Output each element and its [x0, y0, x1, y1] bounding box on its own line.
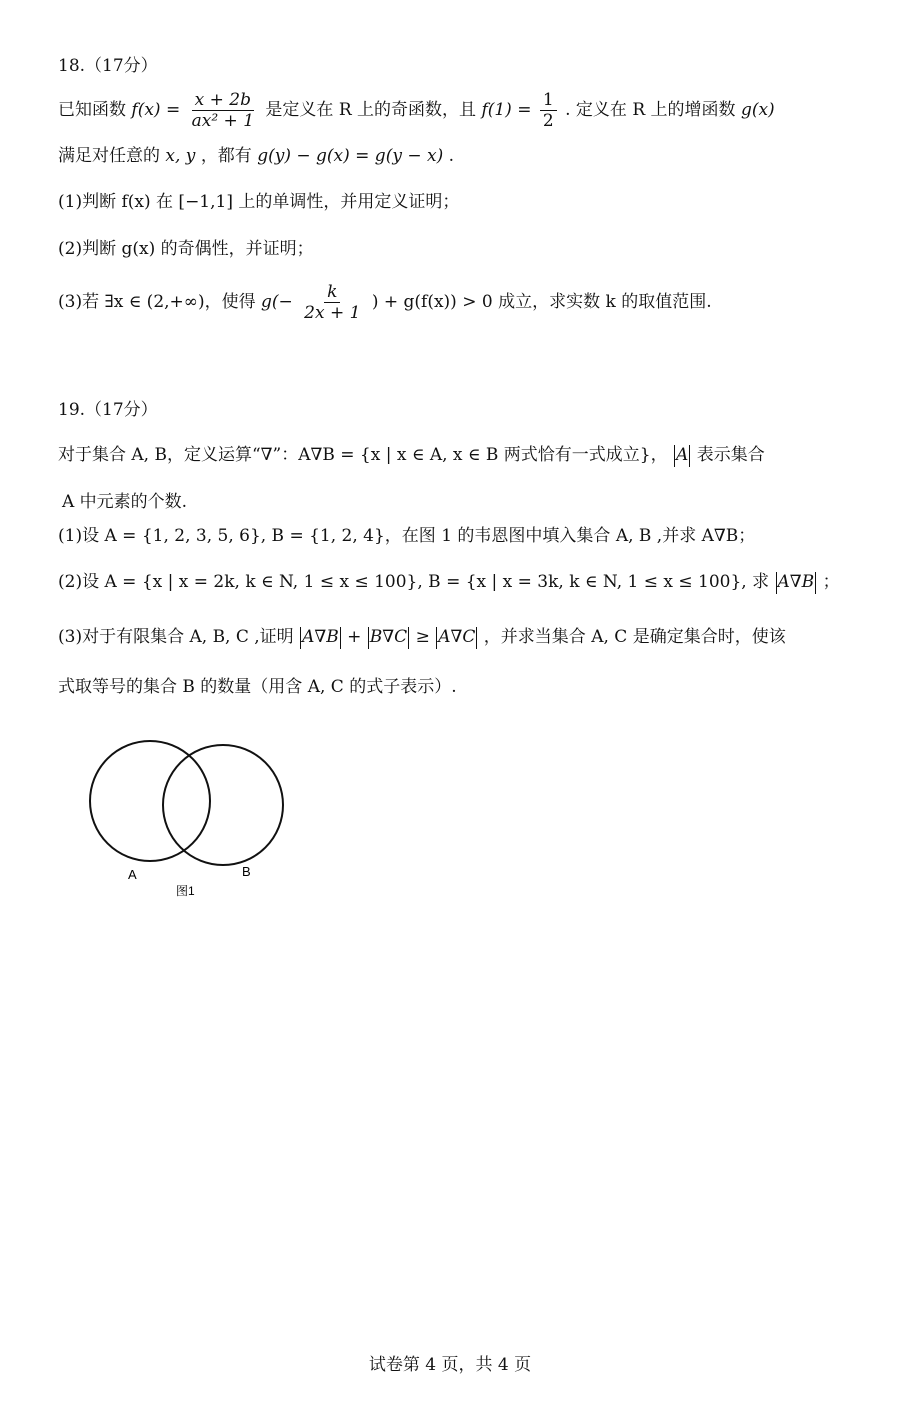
q18-intro-line2: 满足对任意的 x, y ，都有 g(y) − g(x) = g(y − x) .: [58, 146, 455, 166]
q19-part1: (1)设 A = {1, 2, 3, 5, 6}, B = {1, 2, 4}，在图 1 的韦恩图中填入集合 A, B ,并求 A∇B；: [58, 526, 756, 546]
q19-part3-cont: 式取等号的集合 B 的数量（用含 A, C 的式子表示）.: [58, 677, 457, 697]
page-footer: 试卷第 4 页，共 4 页: [368, 1355, 532, 1375]
q18-part3-fraction: $\frac{k}{2x + 1}$: [304, 282, 361, 323]
venn-circle-b: [163, 745, 283, 865]
q19-definition: 对于集合 A, B，定义运算“∇”：A∇B = {x | x ∈ A, x ∈ B 两式恰有一式成立}， A 表示集合: [58, 445, 765, 465]
q19-heading: 19.（17分）: [58, 400, 158, 420]
venn-circle-a: [90, 741, 210, 861]
q18-half: $\frac{1}{2}$: [540, 90, 557, 131]
q18-intro-line1: 已知函数 f(x) = $\frac{x + 2b}{\text{ax² + 1}}$ 是定义在 R 上的奇函数，且 f(1) = $\frac{1}{2}$ . 定义在 R 上的增函数 g(x): [58, 90, 775, 131]
venn-label-b: B: [242, 864, 251, 879]
q18-fraction: $\frac{x + 2b}{\text{ax² + 1}}$: [191, 90, 255, 131]
q18-part3: (3)若 ∃x ∈ (2,+∞)，使得 g(− $\frac{k}{2x + 1}$ ) + g(f(x)) > 0 成立，求实数 k 的取值范围.: [58, 282, 712, 323]
q19-part3: (3)对于有限集合 A, B, C ,证明 A∇B + B∇C ≥ A∇C ，并求当集合 A, C 是确定集合时，使该: [58, 627, 786, 647]
q19-definition-cont: A 中元素的个数.: [62, 492, 188, 512]
venn-diagram: [88, 738, 308, 908]
figure-caption: 图1: [176, 884, 195, 898]
q19-part2: (2)设 A = {x | x = 2k, k ∈ N, 1 ≤ x ≤ 100}, B = {x | x = 3k, k ∈ N, 1 ≤ x ≤ 100}, 求 A∇B ；: [58, 572, 840, 592]
q18-part1: (1)判断 f(x) 在 [−1,1] 上的单调性，并用定义证明；: [58, 192, 460, 212]
venn-label-a: A: [128, 867, 137, 882]
q18-part2: (2)判断 g(x) 的奇偶性，并证明；: [58, 239, 314, 259]
q18-heading: 18.（17分）: [58, 56, 158, 76]
